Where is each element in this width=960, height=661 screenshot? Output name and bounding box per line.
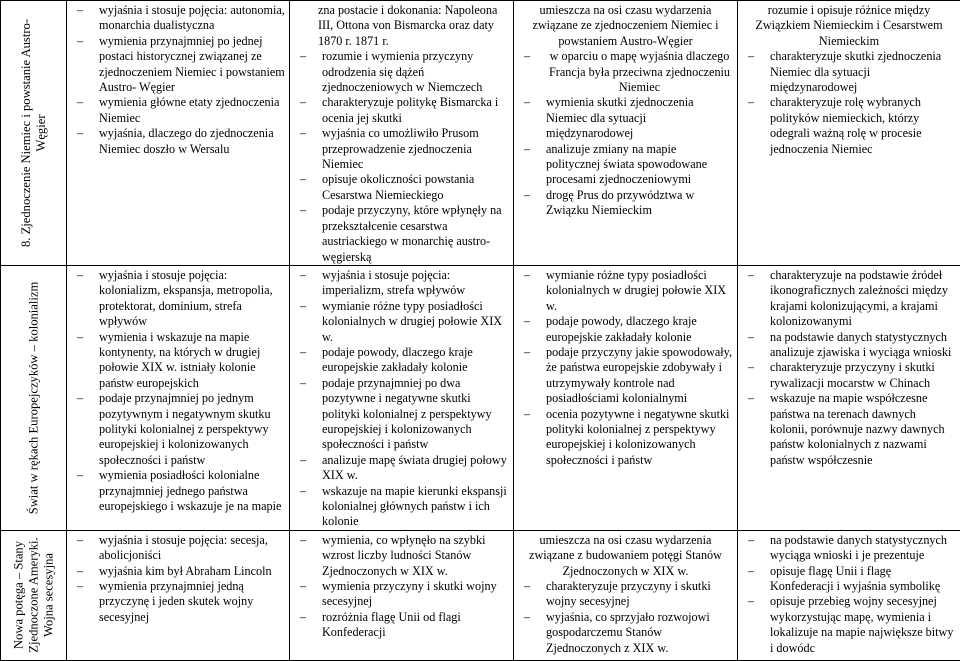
list-item: – podaje powody, dlaczego kraje europejskie zakładały kolonie: [294, 345, 509, 376]
requirements-list: [71, 533, 285, 625]
intro-text: umieszcza na osi czasu wydarzenia związane z budowaniem potęgi Stanów Zjednoczonych w XIX w.: [518, 533, 733, 579]
list-item: – wymienia główne etaty zjednoczenia Niemiec: [71, 95, 285, 126]
list-item: – rozumie i wymienia przyczyny odrodzenia się dążeń zjednoczeniowych w Niemczech: [294, 49, 509, 95]
requirements-list: [518, 268, 733, 468]
requirements-list: [518, 49, 733, 218]
list-item: – analizuje zmiany na mapie politycznej świata spowodowane procesami zjednoczeniowymi: [518, 142, 733, 188]
list-item: – podaje przynajmniej po dwa pozytywne i negatywne skutki polityki kolonialnej z perspektywy europejskiej i kolonizowanych społeczności i państw: [294, 376, 509, 453]
requirements-list: [518, 579, 733, 656]
section-cell-usa: [1, 530, 67, 660]
requirements-cell: [738, 265, 960, 530]
list-item: – wyjaśnia, co sprzyjało rozwojowi gospodarczemu Stanów Zjednoczonych z XIX w.: [518, 610, 733, 656]
table-row: [1, 530, 960, 660]
section-cell-colonialism: [1, 265, 67, 530]
list-item: – wymienia przyczyny i skutki wojny secesyjnej: [294, 579, 509, 610]
list-item: – wymianie różne typy posiadłości kolonialnych w drugiej połowie XIX w.: [518, 268, 733, 314]
requirements-cell: [290, 1, 514, 266]
list-item: – wymienia przynajmniej po jednej postaci historycznej związanej ze zjednoczeniem Niemiec i powstaniem Austro- Węgier: [71, 34, 285, 96]
section-cell-germany: [1, 1, 67, 266]
requirements-cell: [67, 1, 290, 266]
list-item: – wyjaśnia i stosuje pojęcia: secesja, abolicjoniści: [71, 533, 285, 564]
list-item: – podaje powody, dlaczego kraje europejskie zakładały kolonie: [518, 314, 733, 345]
list-item: – podaje przynajmniej po jednym pozytywnym i negatywnym skutku polityki kolonialnej z perspektywy europejskiej i kolonizowanych społeczności i państw: [71, 391, 285, 468]
requirements-cell: [67, 530, 290, 660]
list-item: – wyjaśnia co umożliwiło Prusom przeprowadzenie zjednoczenia Niemiec: [294, 126, 509, 172]
requirements-cell: [738, 1, 960, 266]
requirements-cell: [514, 530, 738, 660]
list-item: – wymienia posiadłości kolonialne przynajmniej jednego państwa europejskiego i wskazuje je na mapie: [71, 468, 285, 514]
requirements-cell: [514, 1, 738, 266]
list-item: – charakteryzuje przyczyny i skutki wojny secesyjnej: [518, 579, 733, 610]
requirements-cell: [514, 265, 738, 530]
list-item: – charakteryzuje skutki zjednoczenia Niemiec dla sytuacji międzynarodowej: [742, 49, 956, 95]
requirements-list: [294, 49, 509, 265]
requirements-list: [742, 49, 956, 157]
list-item: – wyjaśnia i stosuje pojęcia: imperializm, strefa wpływów: [294, 268, 509, 299]
list-item: – wymienia, co wpłynęło na szybki wzrost liczby ludności Stanów Zjednoczonych w XIX w.: [294, 533, 509, 579]
list-item: – drogę Prus do przywództwa w Związku Niemieckim: [518, 188, 733, 219]
list-item: – podaje przyczyny, które wpłynęły na przekształcenie cesarstwa austriackiego w monarchię austro-węgierską: [294, 203, 509, 265]
requirements-cell: [290, 265, 514, 530]
list-item: – opisuje przebieg wojny secesyjnej wykorzystując mapę, wymienia i lokalizuje na mapie największe bitwy i dowódc: [742, 594, 956, 656]
section-title: Świat w rękach Europejczyków – kolonializm: [26, 282, 41, 515]
requirements-list: [742, 533, 956, 656]
list-item: – charakteryzuje rolę wybranych polityków niemieckich, którzy odegrali ważną rolę w procesie jednoczenia Niemiec: [742, 95, 956, 157]
list-item: – w oparciu o mapę wyjaśnia dlaczego Francja była przeciwna zjednoczeniu Niemiec: [518, 49, 733, 95]
requirements-list: [294, 268, 509, 530]
list-item: – analizuje mapę świata drugiej połowy XIX w.: [294, 453, 509, 484]
requirements-cell: [738, 530, 960, 660]
list-item: – wyjaśnia i stosuje pojęcia: kolonializm, ekspansja, metropolia, protektorat, dominium, strefa wpływów: [71, 268, 285, 330]
list-item: – wymienia skutki zjednoczenia Niemiec dla sytuacji międzynarodowej: [518, 95, 733, 141]
list-item: – na podstawie danych statystycznych analizuje zjawiska i wyciąga wnioski: [742, 330, 956, 361]
section-title: 8. Zjednoczenie Niemiec i powstanie Austro- Węgier: [19, 19, 49, 247]
intro-text: rozumie i opisuje różnice między Związkiem Niemieckim i Cesarstwem Niemieckim: [742, 3, 956, 49]
requirements-list: [71, 3, 285, 157]
list-item: – wyjaśnia kim był Abraham Lincoln: [71, 564, 285, 579]
list-item: – wymienia przynajmniej jedną przyczynę i jeden skutek wojny secesyjnej: [71, 579, 285, 625]
list-item: – wyjaśnia i stosuje pojęcia: autonomia, monarchia dualistyczna: [71, 3, 285, 34]
list-item: – wskazuje na mapie współczesne państwa na terenach dawnych kolonii, porównuje nazwy dawnych państw kolonialnych z nazwami państw współczesnie: [742, 391, 956, 468]
list-item: – charakteryzuje przyczyny i skutki rywalizacji mocarstw w Chinach: [742, 360, 956, 391]
intro-text: umieszcza na osi czasu wydarzenia związane ze zjednoczeniem Niemiec i powstaniem Austro-Węgier: [518, 3, 733, 49]
list-item: – rozróżnia flagę Unii od flagi Konfederacji: [294, 610, 509, 641]
list-item: – na podstawie danych statystycznych wyciąga wnioski i je prezentuje: [742, 533, 956, 564]
requirements-cell: [67, 265, 290, 530]
requirements-cell: [290, 530, 514, 660]
section-title: Nowa potęga – Stany Zjednoczone Ameryki. Wojna secesyjna: [11, 538, 56, 653]
list-item: – podaje przyczyny jakie spowodowały, że państwa europejskie zdobywały i utrzymywały kontrole nad posiadłościami kolonialnymi: [518, 345, 733, 407]
table-row: [1, 265, 960, 530]
list-item: – wskazuje na mapie kierunki ekspansji kolonialnej głównych państw i ich kolonie: [294, 484, 509, 530]
list-item: – ocenia pozytywne i negatywne skutki polityki kolonialnej z perspektywy europejskiej i kolonizowanych społeczności i państw: [518, 407, 733, 469]
list-item: – charakteryzuje politykę Bismarcka i ocenia jej skutki: [294, 95, 509, 126]
table-row: [1, 1, 960, 266]
list-item: – charakteryzuje na podstawie źródeł ikonograficznych zależności między krajami kolonizującymi, a krajami kolonizowanymi: [742, 268, 956, 330]
list-item: – wymienia i wskazuje na mapie kontynenty, na których w drugiej połowie XIX w. istniały kolonie państw europejskich: [71, 330, 285, 392]
list-item: – wymianie różne typy posiadłości kolonialnych w drugiej połowie XIX w.: [294, 299, 509, 345]
requirements-list: [294, 533, 509, 641]
list-item: – opisuje okoliczności powstania Cesarstwa Niemieckiego: [294, 172, 509, 203]
requirements-list: [742, 268, 956, 468]
requirements-list: [71, 268, 285, 515]
list-item: – opisuje flagę Unii i flagę Konfederacji i wyjaśnia symbolikę: [742, 564, 956, 595]
list-item: – wyjaśnia, dlaczego do zjednoczenia Niemiec doszło w Wersalu: [71, 126, 285, 157]
intro-text: zna postacie i dokonania: Napoleona III, Ottona von Bismarcka oraz daty 1870 r. 1871 r.: [294, 3, 509, 49]
